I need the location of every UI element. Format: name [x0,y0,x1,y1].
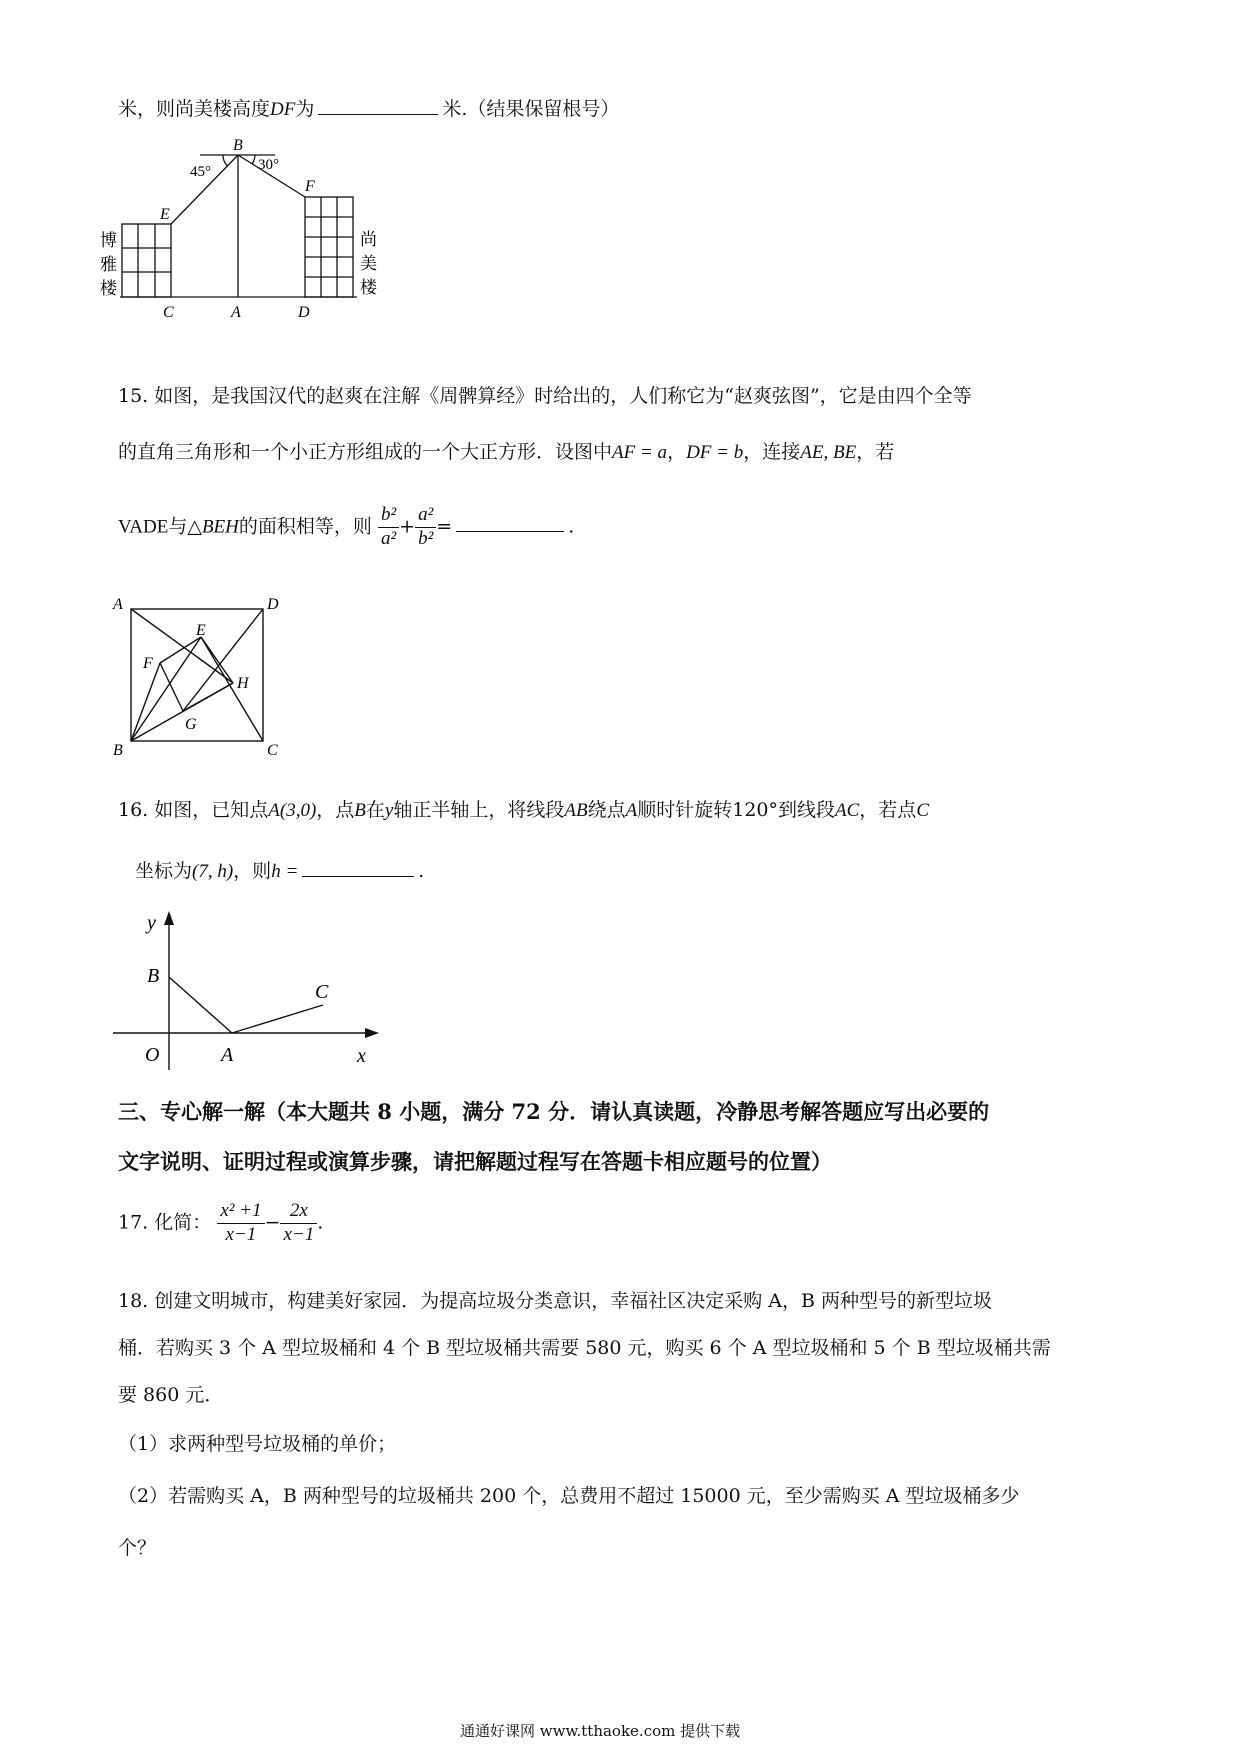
q16-line2 [135,858,424,885]
section3-heading-line1: 三、专心解一解（本大题共 8 小题，满分 72 分．请认真读题，冷静思考解答题应写出必要的 [118,1099,990,1124]
q16-line1-f: 顺时针旋转 [637,799,733,821]
q15-label-G: G [185,716,197,733]
q18-line2: 桶．若购买 3 个 A 型垃圾桶和 4 个 B 型垃圾桶共需要 580 元，购买 6 个 A 型垃圾桶和 5 个 B 型垃圾桶共需 [118,1337,1051,1359]
q15-line3-b: 与 [168,515,188,538]
q18-sub2-cont: 个？ [118,1537,157,1559]
q15-df: DF = b [686,442,744,463]
q15-answer-blank[interactable] [456,513,564,532]
q16-c: C [916,800,929,821]
q16-line2-b: ，则 [233,860,272,882]
q14-angle-right: 30° [258,157,279,173]
q15-line2-a: 的直角三角形和一个小正方形组成的一个大正方形．设图中 [118,441,613,463]
q14-bldg-left-3: 楼 [100,279,117,298]
q17-frac1 [217,1200,264,1247]
q15-equals: = [436,515,453,538]
q14-answer-blank[interactable] [318,96,438,115]
q17 [118,1200,323,1247]
q15-label-E: E [196,622,206,639]
q14-bldg-right-2: 美 [360,254,377,273]
q16-line1-a: 16. 如图，已知点 [118,799,269,821]
q16-b: B [354,800,366,821]
q15-line2-b: ，连接 [743,441,801,463]
q16-a: A [625,800,638,821]
q16-h: h = [271,861,299,882]
q15-line2-c: ，若 [856,441,895,463]
q16-answer-blank[interactable] [302,858,414,877]
q15-frac2 [415,504,436,551]
q16-label-y: y [147,912,156,934]
footer-source: 通通好课网 www.tthaoke.com 提供下载 [460,1722,741,1740]
q15-label-A: A [113,596,123,613]
q15-frac1 [378,504,399,551]
q16-line1-e: 绕点 [587,799,626,821]
q17-frac2 [280,1200,317,1247]
q15-label-F: F [143,655,153,672]
q16-line1-d: 轴正半轴上，将线段 [393,799,565,821]
q14-var: DF [270,99,296,120]
q16-point-a: A(3,0) [268,800,317,821]
q15-plus: + [399,515,416,538]
q18-line3: 要 860 元． [118,1384,224,1406]
q17-num1: x² +1 [217,1200,264,1224]
q14-text [118,96,619,123]
q17-num2: 2x [280,1200,317,1224]
q15-frac1-num: b² [378,504,399,528]
y-axis-arrow-icon [164,911,174,925]
q16-coord: (7, h) [192,861,234,882]
q17-end: . [317,1211,324,1234]
q14-label-E: E [160,206,170,223]
q16-angle: 120° [732,799,778,821]
q16-label-x: x [357,1045,366,1067]
q15-frac1-den: a² [380,527,397,549]
q16-line1-c: 在 [365,799,385,821]
q18-sub2: （2）若需购买 A，B 两种型号的垃圾桶共 200 个，总费用不超过 15000 元，至少需购买 A 型垃圾桶多少 [118,1485,1020,1507]
q15-label-B: B [113,742,123,759]
q16-figure [105,905,390,1075]
q17-den1: x−1 [225,1223,257,1245]
q15-label-D: D [267,596,279,613]
q16-ab: AB [564,800,588,821]
q14-text-mid: 为 [295,98,315,120]
q14-label-B: B [233,137,243,154]
q16-line1 [118,798,929,824]
q14-label-A: A [231,304,241,321]
q16-end: . [418,860,425,882]
q16-label-A: A [221,1044,234,1066]
q16-line1-g: 到线段 [778,799,836,821]
q16-y: y [384,800,394,821]
q14-bldg-right-3: 楼 [360,278,377,297]
q15-line3-c: 的面积相等，则 [238,515,372,538]
q16-line2-a: 坐标为 [135,860,193,882]
q16-label-C: C [315,981,329,1003]
q15-tri-beh: △BEH [187,516,239,538]
section3-heading-line2: 文字说明、证明过程或演算步骤，请把解题过程写在答题卡相应题号的位置） [118,1149,832,1174]
q14-figure [95,135,415,325]
q17-label: 17. 化简： [118,1211,212,1234]
q15-vade: VADE [118,516,169,538]
q15-sep: ， [667,441,687,463]
q18-sub1: （1）求两种型号垃圾桶的单价； [118,1433,397,1455]
q15-ae-be: AE, BE [800,442,857,463]
q14-bldg-right-1: 尚 [360,230,377,249]
q14-bldg-left-2: 雅 [100,255,117,274]
q15-label-C: C [267,742,278,759]
q15-line1: 15. 如图，是我国汉代的赵爽在注解《周髀算经》时给出的，人们称它为“赵爽弦图”，它是由四个全等 [118,385,972,407]
q15-line2 [118,440,894,466]
q14-label-F: F [305,178,315,195]
q14-label-D: D [298,304,310,321]
q14-text-post: 米.（结果保留根号） [442,98,620,120]
q16-ac: AC [835,800,860,821]
q14-text-pre: 米，则尚美楼高度 [118,98,271,120]
q16-line1-b: ，点 [316,799,355,821]
q15-end: . [568,515,575,538]
q15-frac2-den: b² [418,527,434,549]
q17-minus: − [264,1211,281,1234]
q15-frac2-num: a² [415,504,436,528]
q17-den2: x−1 [283,1223,315,1245]
q15-figure [105,590,305,765]
q16-label-B: B [147,965,160,987]
q15-label-H: H [237,675,249,692]
x-axis-arrow-icon [365,1028,379,1038]
q18-line1: 18. 创建文明城市，构建美好家园．为提高垃圾分类意识，幸福社区决定采购 A，B 两种型号的新型垃圾 [118,1290,993,1312]
q14-angle-left: 45° [190,164,211,180]
q16-line1-h: ，若点 [859,799,917,821]
q14-label-C: C [163,304,174,321]
q14-bldg-left-1: 博 [100,231,117,250]
q15-af: AF = a [612,442,668,463]
q15-line3 [118,504,574,551]
q16-label-O: O [145,1044,160,1066]
